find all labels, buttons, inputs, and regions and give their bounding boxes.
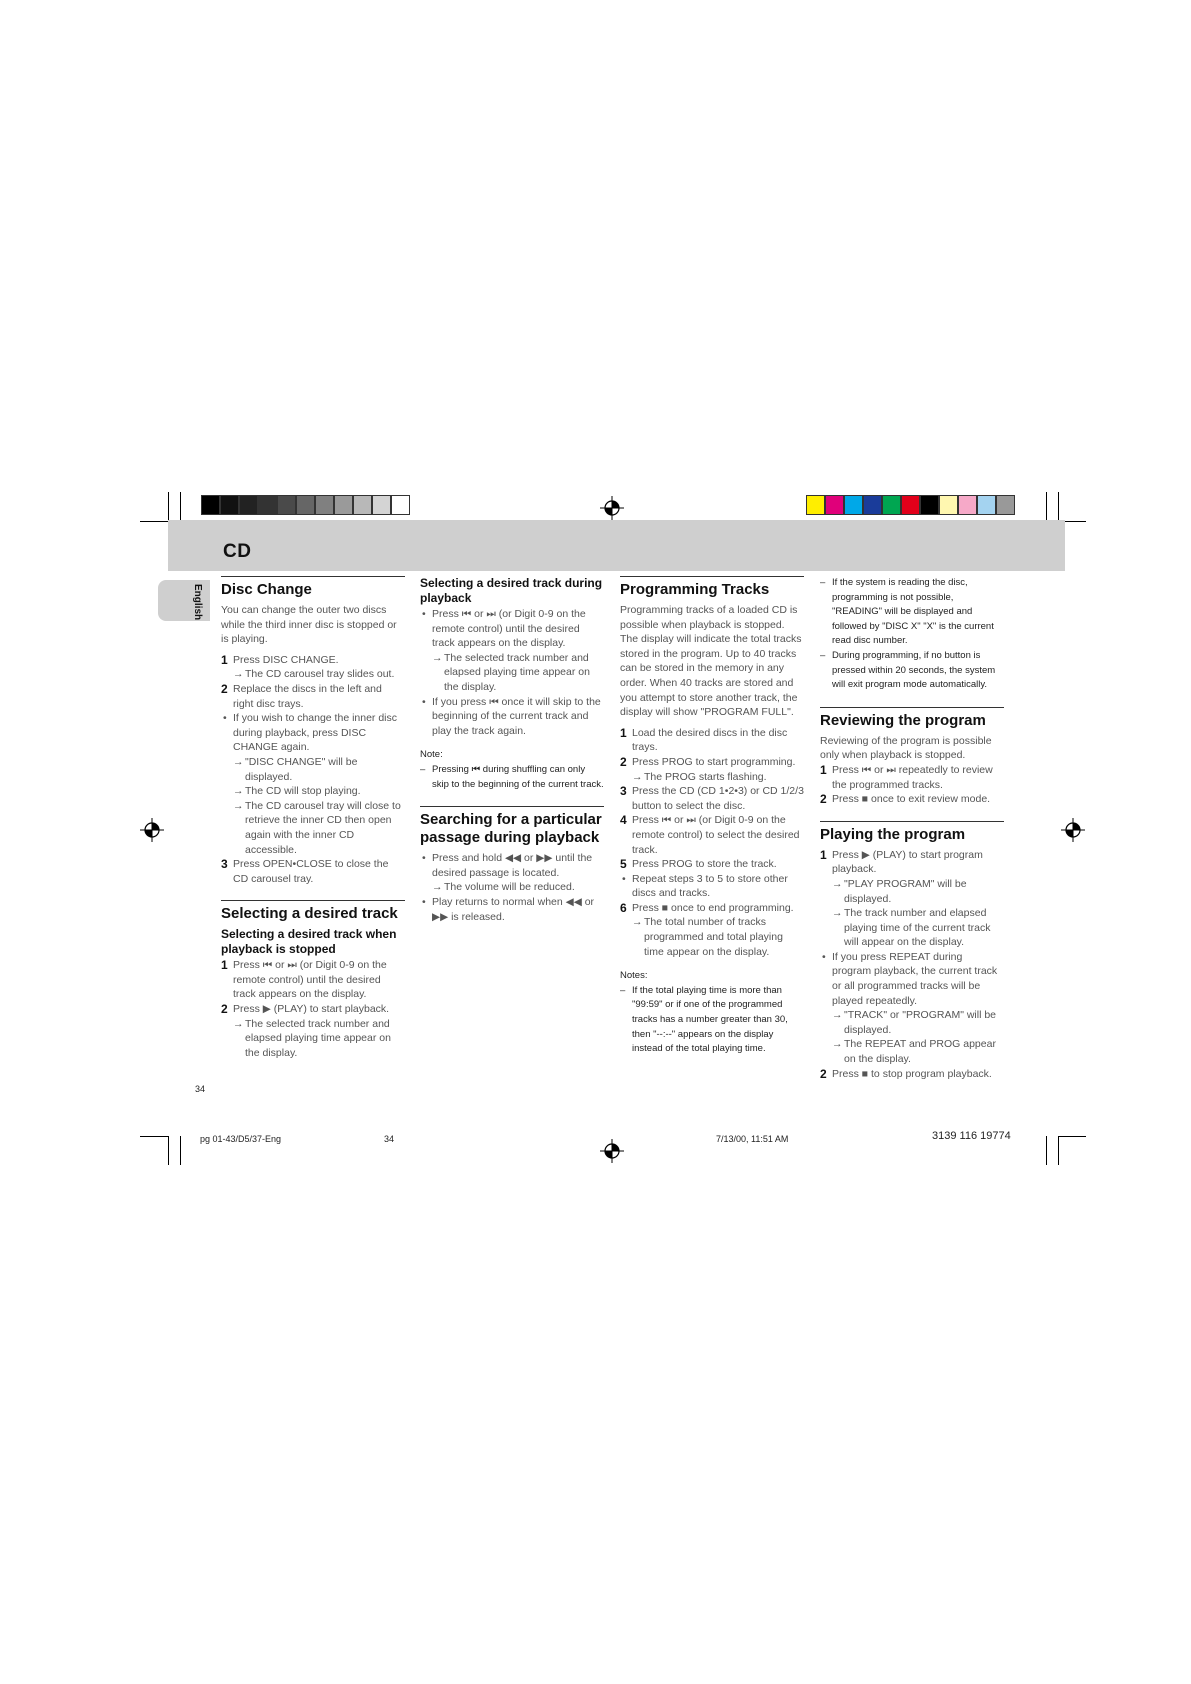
section-heading: Disc Change xyxy=(221,581,312,598)
dash-icon: – xyxy=(820,577,826,588)
color-swatch xyxy=(220,495,239,515)
step xyxy=(620,901,804,916)
step-text: Press ⏮ or ⏭ (or Digit 0-9 on the remote control) to select the desired track. xyxy=(632,814,800,856)
section-heading: Selecting a desired track xyxy=(221,905,398,923)
color-swatch xyxy=(296,495,315,515)
step-text: Press OPEN•CLOSE to close the CD carousel tray. xyxy=(233,858,389,885)
registration-target-icon xyxy=(1061,818,1085,842)
result xyxy=(820,1037,1004,1066)
result-text: The track number and elapsed playing time of the current track will appear on the display. xyxy=(844,907,991,949)
footer-code: 3139 116 19774 xyxy=(932,1130,1011,1142)
step-number: 2 xyxy=(221,1002,228,1017)
result xyxy=(221,667,405,682)
color-swatch xyxy=(258,495,277,515)
step-text: Press DISC CHANGE. xyxy=(233,653,339,666)
step-number: 1 xyxy=(221,958,228,973)
step xyxy=(221,1002,405,1017)
result xyxy=(820,906,1004,950)
note-label: Notes: xyxy=(620,970,648,982)
step xyxy=(820,792,1004,807)
color-swatch xyxy=(844,495,863,515)
color-swatch xyxy=(901,495,920,515)
note xyxy=(420,763,604,792)
arrow-icon: → xyxy=(832,877,843,890)
result-text: The selected track number and elapsed playing time appear on the display. xyxy=(245,1017,391,1059)
bullet-icon: • xyxy=(422,895,426,908)
arrow-icon: → xyxy=(233,755,244,768)
section-heading: Searching for a particular passage during playback xyxy=(420,811,602,847)
footer-date: 7/13/00, 11:51 AM xyxy=(716,1134,789,1144)
step-number: 3 xyxy=(221,857,228,872)
crop-mark xyxy=(1058,492,1059,521)
step-text: Press the CD (CD 1•2•3) or CD 1/2/3 button to select the disc. xyxy=(632,785,804,812)
bullet-icon: • xyxy=(422,608,426,620)
color-swatch xyxy=(372,495,391,515)
section-rule xyxy=(420,806,604,807)
arrow-icon: → xyxy=(632,916,643,929)
color-swatch xyxy=(334,495,353,515)
result-text: The volume will be reduced. xyxy=(444,881,575,894)
footer-page: 34 xyxy=(384,1134,395,1144)
color-swatch xyxy=(315,495,334,515)
step xyxy=(620,813,804,857)
step-text: Replace the discs in the left and right disc trays. xyxy=(233,682,382,710)
note xyxy=(820,576,1004,649)
bullet-item xyxy=(420,695,604,739)
color-swatch xyxy=(277,495,296,515)
step-text: Press PROG to store the track. xyxy=(632,858,777,871)
section-heading: Programming Tracks xyxy=(620,581,770,598)
dash-icon: – xyxy=(620,984,626,996)
note-text: Pressing ⏮ during shuffling can only skip to the beginning of the current track. xyxy=(432,763,604,790)
crop-mark xyxy=(1046,1136,1047,1165)
result xyxy=(620,770,804,785)
bullet-item xyxy=(420,607,604,651)
step-text: Load the desired discs in the disc trays. xyxy=(632,726,788,754)
bullet-text: Press and hold ◀◀ or ▶▶ until the desired passage is located. xyxy=(432,852,593,879)
crop-mark xyxy=(180,1136,181,1165)
step-text: Press ■ once to exit review mode. xyxy=(832,793,991,806)
result-text: The REPEAT and PROG appear on the display. xyxy=(844,1038,996,1066)
color-swatch xyxy=(825,495,844,515)
result-text: The selected track number and elapsed playing time appear on the display. xyxy=(444,651,590,693)
registration-target-icon xyxy=(140,818,164,842)
note-text: During programming, if no button is pressed within 20 seconds, the system will exit program mode automatically. xyxy=(832,649,996,691)
crop-mark xyxy=(180,492,181,521)
step-number: 2 xyxy=(620,754,627,769)
bullet-icon: • xyxy=(622,872,626,885)
bullet-icon: • xyxy=(223,712,227,725)
subheading: Selecting a desired track when playback is stopped xyxy=(221,927,397,956)
step xyxy=(221,958,405,1002)
bullet-text: Press ⏮ or ⏭ (or Digit 0-9 on the remote control) until the desired track appears on the display. xyxy=(432,608,586,650)
step-number: 2 xyxy=(221,681,228,696)
crop-mark xyxy=(1058,1136,1059,1165)
color-swatch xyxy=(920,495,939,515)
bullet-text: If you press REPEAT during program playback, the current track or all programmed tracks will be played repeatedly. xyxy=(832,950,998,1007)
arrow-icon: → xyxy=(233,1017,244,1030)
step xyxy=(620,726,804,755)
result xyxy=(420,651,604,695)
arrow-icon: → xyxy=(632,770,643,783)
step xyxy=(221,653,405,668)
paragraph: You can change the outer two discs while the third inner disc is stopped or is playing. xyxy=(221,604,397,646)
subheading: Selecting a desired track during playback xyxy=(420,576,603,605)
bullet-text: If you press ⏮ once it will skip to the beginning of the current track and play the track again. xyxy=(432,695,601,737)
bullet-item xyxy=(420,851,604,880)
step-number: 5 xyxy=(620,857,627,872)
arrow-icon: → xyxy=(233,668,244,681)
color-swatch xyxy=(939,495,958,515)
result-text: "PLAY PROGRAM" will be displayed. xyxy=(844,877,967,905)
result xyxy=(820,877,1004,906)
bullet-item xyxy=(420,895,604,924)
arrow-icon: → xyxy=(432,881,443,894)
note-text: If the system is reading the disc, programming is not possible, "READING" will be displayed and followed by "DISC X" "X" is the current read disc number. xyxy=(832,577,994,647)
column-2 xyxy=(420,576,604,924)
bullet-icon: • xyxy=(822,950,826,963)
result xyxy=(820,1008,1004,1037)
section-heading: Reviewing the program xyxy=(820,711,986,729)
step-text: Press ▶ (PLAY) to start program playback. xyxy=(832,848,983,876)
result-text: The CD will stop playing. xyxy=(245,785,361,798)
step xyxy=(820,848,1004,877)
step xyxy=(820,763,1004,792)
note xyxy=(620,984,804,1057)
step-number: 1 xyxy=(820,847,827,862)
crop-mark xyxy=(1046,492,1047,521)
bullet-text: If you wish to change the inner disc during playback, press DISC CHANGE again. xyxy=(233,712,398,754)
column-3 xyxy=(620,576,804,1057)
language-label: English xyxy=(192,584,203,621)
note xyxy=(820,649,1004,693)
note-label: Note: xyxy=(420,749,443,761)
page-title: CD xyxy=(223,541,252,562)
step xyxy=(221,682,405,711)
color-swatch xyxy=(996,495,1015,515)
step xyxy=(620,755,804,770)
step-text: Press PROG to start programming. xyxy=(632,755,796,768)
step xyxy=(620,784,804,813)
color-swatch xyxy=(882,495,901,515)
arrow-icon: → xyxy=(233,785,244,798)
step-text: Press ▶ (PLAY) to start playback. xyxy=(233,1003,390,1016)
step-number: 4 xyxy=(620,813,627,828)
step-number: 3 xyxy=(620,784,627,799)
crop-mark xyxy=(168,492,169,521)
arrow-icon: → xyxy=(233,799,244,812)
step-number: 6 xyxy=(620,900,627,915)
step-number: 1 xyxy=(820,762,827,777)
arrow-icon: → xyxy=(832,1009,843,1022)
dash-icon: – xyxy=(820,649,826,661)
registration-target-icon xyxy=(600,1139,624,1163)
arrow-icon: → xyxy=(832,907,843,920)
color-swatch xyxy=(977,495,996,515)
step-text: Press ■ to stop program playback. xyxy=(832,1067,992,1080)
section-rule xyxy=(820,707,1004,708)
step-number: 1 xyxy=(620,725,627,740)
color-swatch xyxy=(863,495,882,515)
result xyxy=(221,799,405,857)
color-swatch xyxy=(391,495,410,515)
color-swatch xyxy=(353,495,372,515)
bullet-text: Repeat steps 3 to 5 to store other discs and tracks. xyxy=(632,872,788,900)
bullet-item xyxy=(221,711,405,755)
result-text: The PROG starts flashing. xyxy=(644,770,767,783)
result-text: "DISC CHANGE" will be displayed. xyxy=(245,755,358,783)
result xyxy=(221,784,405,799)
color-swatch xyxy=(958,495,977,515)
step-number: 1 xyxy=(221,652,228,667)
result-text: The CD carousel tray slides out. xyxy=(245,668,395,681)
paragraph: Programming tracks of a loaded CD is possible when playback is stopped. The display will indicate the total tracks stored in the program. Up to 40 tracks can be stored in the memory in any order. When 40 tracks are stored and you attempt to store another track, the display will show "PROGRAM FULL". xyxy=(620,604,802,719)
section-rule xyxy=(221,576,405,577)
step-number: 2 xyxy=(820,792,827,807)
color-swatch xyxy=(239,495,258,515)
crop-mark xyxy=(140,1136,168,1137)
registration-target-icon xyxy=(600,496,624,520)
result-text: "TRACK" or "PROGRAM" will be displayed. xyxy=(844,1009,997,1036)
bullet-item xyxy=(620,872,804,901)
bullet-text: Play returns to normal when ◀◀ or ▶▶ is released. xyxy=(432,895,595,923)
dash-icon: – xyxy=(420,763,426,775)
result xyxy=(221,1017,405,1061)
crop-mark xyxy=(1058,1136,1086,1137)
result xyxy=(420,880,604,895)
bullet-icon: • xyxy=(422,852,426,865)
result-text: The CD carousel tray will close to retrieve the inner CD then open again with the inner CD accessible. xyxy=(245,799,401,856)
step-text: Press ⏮ or ⏭ (or Digit 0-9 on the remote control) until the desired track appears on the display. xyxy=(233,959,387,1001)
section-rule xyxy=(620,576,804,577)
column-1 xyxy=(221,576,405,1060)
color-swatch xyxy=(806,495,825,515)
step-number: 2 xyxy=(820,1066,827,1081)
step xyxy=(221,857,405,886)
step xyxy=(820,1067,1004,1082)
page-number: 34 xyxy=(195,1084,206,1094)
arrow-icon: → xyxy=(832,1038,843,1051)
result xyxy=(221,755,405,784)
bullet-item xyxy=(820,950,1004,1008)
result xyxy=(620,915,804,959)
step-text: Press ⏮ or ⏭ repeatedly to review the programmed tracks. xyxy=(832,763,993,791)
note-text: If the total playing time is more than "99:59" or if one of the programmed tracks has a number greater than 30, then "--:--" appears on the display instead of the total playing time. xyxy=(632,984,788,1055)
paragraph: Reviewing of the program is possible only when playback is stopped. xyxy=(820,734,992,762)
crop-mark xyxy=(140,521,168,522)
step xyxy=(620,857,804,872)
crop-mark xyxy=(168,1136,169,1165)
column-4 xyxy=(820,576,1004,1081)
bullet-icon: • xyxy=(422,695,426,708)
result-text: The total number of tracks programmed and total playing time appear on the display. xyxy=(644,916,783,958)
section-rule xyxy=(820,821,1004,822)
section-heading: Playing the program xyxy=(820,825,966,843)
section-rule xyxy=(221,900,405,901)
arrow-icon: → xyxy=(432,651,443,664)
color-swatch xyxy=(201,495,220,515)
step-text: Press ■ once to end programming. xyxy=(632,901,794,914)
header-band xyxy=(168,520,1065,571)
footer-file: pg 01-43/D5/37-Eng xyxy=(200,1134,282,1144)
